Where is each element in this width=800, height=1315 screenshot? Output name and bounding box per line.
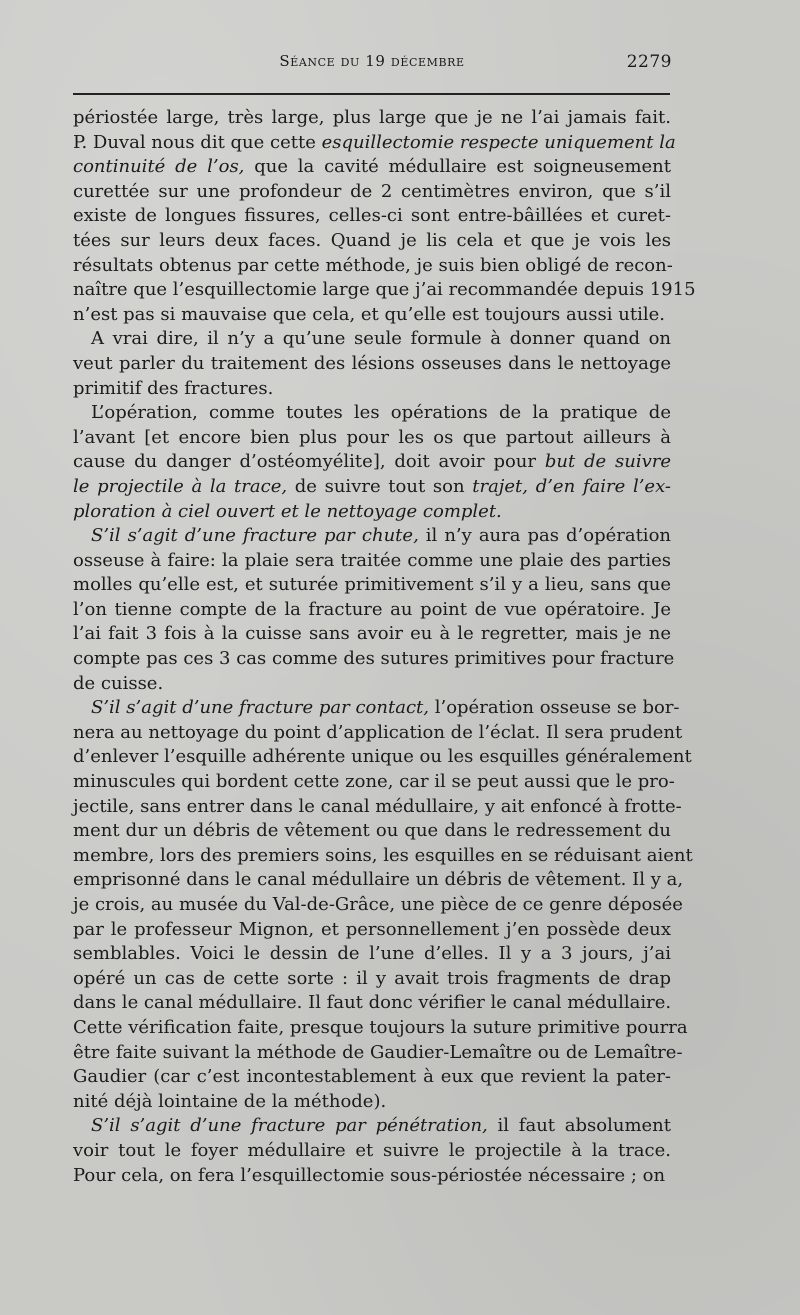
text-run: de suivre tout son bbox=[287, 475, 473, 497]
body-text bbox=[73, 106, 696, 1188]
text-run: que la cavité médullaire est soigneusement bbox=[244, 156, 671, 178]
text-line bbox=[73, 524, 671, 549]
text-line: je crois, au musée du Val-de-Grâce, une pièce de ce genre déposée bbox=[73, 894, 683, 915]
text-line: dans le canal médullaire. Il faut donc vérifier le canal médullaire. bbox=[73, 992, 672, 1014]
italic-run: S’il s’agit d’une fracture par chute, bbox=[91, 525, 419, 547]
running-title: Séance du 19 décembre bbox=[279, 52, 465, 70]
header-rule bbox=[73, 93, 670, 95]
text-line: ment dur un débris de vêtement ou que dans le redressement du bbox=[73, 820, 671, 842]
text-line: l’avant [et encore bien plus pour les os que partout ailleurs à bbox=[73, 426, 671, 448]
text-line: existe de longues fissures, celles-ci sont entre-bâillées et curet- bbox=[73, 205, 671, 227]
italic-run: S’il s’agit d’une fracture par pénétration, bbox=[91, 1115, 488, 1137]
text-line: L’opération, comme toutes les opérations de la pratique de bbox=[91, 402, 671, 424]
text-line: opéré un cas de cette sorte : il y avait trois fragments de drap bbox=[73, 967, 671, 989]
text-line: membre, lors des premiers soins, les esquilles en se réduisant aient bbox=[73, 844, 693, 866]
text-line: tées sur leurs deux faces. Quand je lis cela et que je vois les bbox=[73, 229, 671, 251]
text-line: périostée large, très large, plus large que je ne l’ai jamais fait. bbox=[73, 107, 671, 128]
italic-run: trajet, bbox=[472, 475, 528, 497]
text-run: l’opération osseuse se bor- bbox=[429, 697, 680, 719]
text-line: de cuisse. bbox=[73, 672, 164, 694]
text-line: nera au nettoyage du point d’application de l’éclat. Il sera prudent bbox=[73, 721, 683, 743]
text-line: Gaudier (car c’est incontestablement à eux que revient la pater- bbox=[73, 1066, 671, 1088]
text-line: nité déjà lointaine de la méthode). bbox=[73, 1090, 387, 1112]
text-line: n’est pas si mauvaise que cela, et qu’elle est toujours aussi utile. bbox=[73, 303, 665, 325]
text-line: résultats obtenus par cette méthode, je suis bien obligé de recon- bbox=[73, 254, 673, 276]
text-line: l’on tienne compte de la fracture au point de vue opératoire. Je bbox=[73, 598, 671, 620]
text-run: il faut absolument bbox=[487, 1115, 671, 1137]
text-line: par le professeur Mignon, et personnellement j’en possède deux bbox=[73, 918, 671, 940]
text-line: emprisonné dans le canal médullaire un débris de vêtement. Il y a, bbox=[73, 869, 684, 891]
text-run bbox=[528, 476, 536, 497]
text-line: curettée sur une profondeur de 2 centimètres environ, que s’il bbox=[73, 180, 671, 202]
text-line: veut parler du traitement des lésions osseuses dans le nettoyage bbox=[73, 352, 671, 374]
page-number: 2279 bbox=[626, 52, 672, 72]
text-line: semblables. Voici le dessin de l’une d’elles. Il y a 3 jours, j’ai bbox=[73, 943, 671, 965]
text-line bbox=[73, 450, 671, 475]
italic-run: d’en faire l’ex- bbox=[535, 475, 671, 497]
running-head bbox=[72, 52, 672, 74]
text-line: voir tout le foyer médullaire et suivre le projectile à la trace. bbox=[73, 1139, 671, 1161]
italic-run: ploration à ciel ouvert et le nettoyage complet. bbox=[73, 500, 502, 522]
text-line: primitif des fractures. bbox=[73, 377, 274, 399]
text-line: d’enlever l’esquille adhérente unique ou les esquilles généralement bbox=[73, 746, 692, 768]
text-line: osseuse à faire: la plaie sera traitée comme une plaie des parties bbox=[73, 549, 671, 571]
text-run: cause du danger d’ostéomyélite], doit avoir pour bbox=[73, 451, 545, 473]
italic-run: continuité de l’os, bbox=[73, 156, 245, 178]
text-line bbox=[73, 696, 680, 721]
text-line: compte pas ces 3 cas comme des sutures primitives pour fracture bbox=[73, 648, 675, 670]
italic-run: S’il s’agit d’une fracture par contact, bbox=[91, 697, 429, 719]
italic-run: le projectile à la trace, bbox=[73, 475, 288, 497]
text-line: naître que l’esquillectomie large que j’ai recommandée depuis 1915 bbox=[73, 279, 696, 301]
text-line: Pour cela, on fera l’esquillectomie sous-périostée nécessaire ; on bbox=[73, 1164, 666, 1186]
text-line: être faite suivant la méthode de Gaudier-Lemaître ou de Lemaître- bbox=[73, 1041, 683, 1063]
text-line: A vrai dire, il n’y a qu’une seule formule à donner quand on bbox=[91, 328, 671, 350]
text-run: P. Duval nous dit que cette bbox=[73, 131, 322, 153]
text-line: l’ai fait 3 fois à la cuisse sans avoir eu à le regretter, mais je ne bbox=[73, 623, 671, 645]
text-line bbox=[73, 475, 671, 500]
text-line: minuscules qui bordent cette zone, car il se peut aussi que le pro- bbox=[73, 771, 675, 793]
text-line bbox=[73, 131, 676, 156]
text-line bbox=[73, 1114, 671, 1139]
text-line: jectile, sans entrer dans le canal médullaire, y ait enfoncé à frotte- bbox=[73, 795, 682, 817]
text-line: molles qu’elle est, et suturée primitivement s’il y a lieu, sans que bbox=[73, 574, 671, 596]
text-line bbox=[73, 500, 671, 525]
text-line bbox=[73, 155, 671, 180]
text-run: il n’y aura pas d’opération bbox=[418, 525, 671, 547]
text-line: Cette vérification faite, presque toujours la suture primitive pourra bbox=[73, 1016, 688, 1038]
italic-run: esquillectomie respecte uniquement la bbox=[321, 131, 676, 153]
italic-run: but de suivre bbox=[544, 451, 671, 473]
